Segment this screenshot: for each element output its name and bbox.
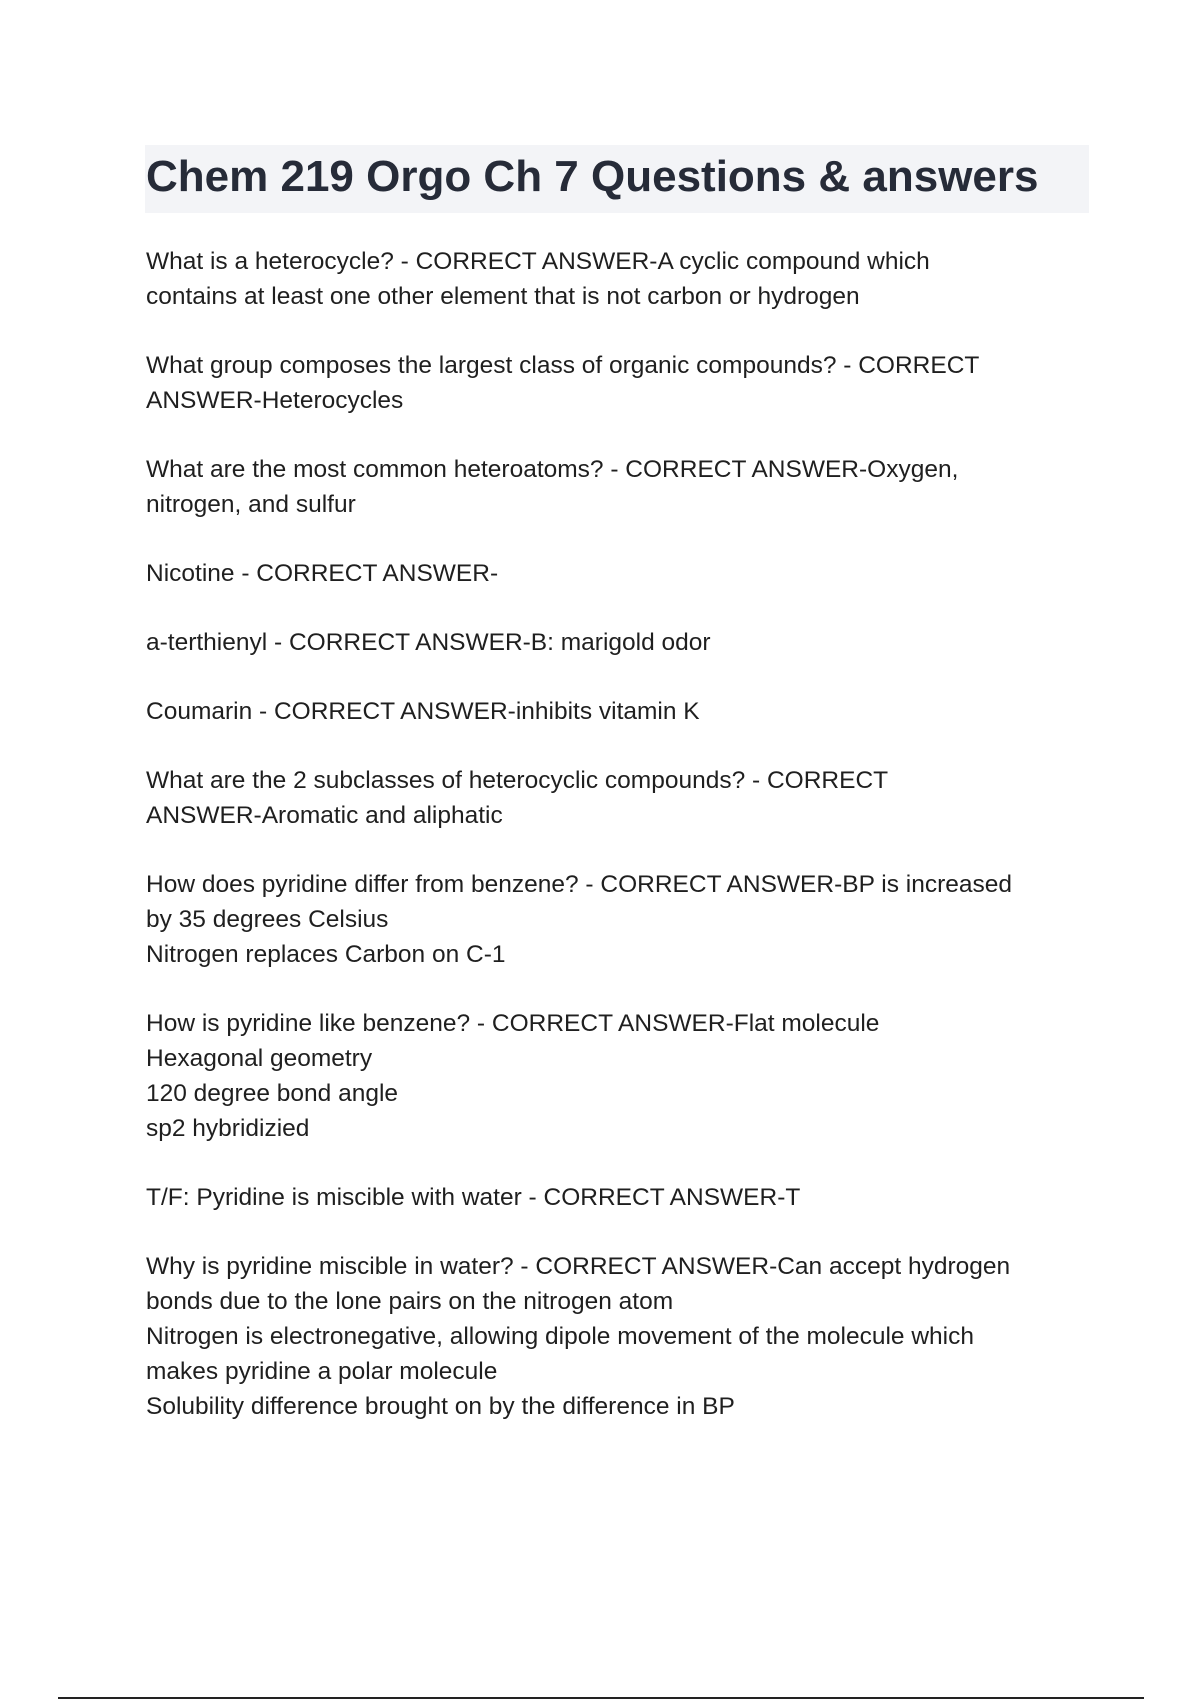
- qa-question: Coumarin - CORRECT ANSWER-inhibits vitamin K: [146, 698, 700, 725]
- qa-question: How is pyridine like benzene? - CORRECT ANSWER-Flat molecule: [146, 1010, 880, 1037]
- qa-entry: [146, 452, 1086, 522]
- qa-answer-line: Hexagonal geometry: [146, 1045, 373, 1072]
- qa-answer-line: contains at least one other element that is not carbon or hydrogen: [146, 283, 860, 310]
- qa-question: How does pyridine differ from benzene? - CORRECT ANSWER-BP is increased: [146, 871, 1013, 898]
- qa-list: [146, 244, 1086, 1458]
- qa-entry: [146, 1180, 1086, 1215]
- qa-question: a-terthienyl - CORRECT ANSWER-B: marigold odor: [146, 629, 711, 656]
- qa-entry: [146, 867, 1086, 972]
- qa-answer-line: Solubility difference brought on by the difference in BP: [146, 1393, 735, 1420]
- qa-answer-line: Nitrogen replaces Carbon on C-1: [146, 941, 506, 968]
- qa-answer-line: 120 degree bond angle: [146, 1080, 399, 1107]
- qa-entry: [146, 1006, 1086, 1146]
- qa-entry: [146, 694, 1086, 729]
- qa-entry: [146, 763, 1086, 833]
- qa-answer-line: Nitrogen is electronegative, allowing dipole movement of the molecule which: [146, 1323, 974, 1350]
- qa-question: Nicotine - CORRECT ANSWER-: [146, 560, 499, 587]
- qa-answer-line: by 35 degrees Celsius: [146, 906, 389, 933]
- qa-question: What group composes the largest class of organic compounds? - CORRECT: [146, 352, 980, 379]
- qa-question: What is a heterocycle? - CORRECT ANSWER-A cyclic compound which: [146, 248, 930, 275]
- qa-question: What are the most common heteroatoms? - CORRECT ANSWER-Oxygen,: [146, 456, 959, 483]
- footer-divider: [58, 1697, 1144, 1699]
- qa-question: T/F: Pyridine is miscible with water - CORRECT ANSWER-T: [146, 1184, 801, 1211]
- qa-entry: [146, 1249, 1086, 1424]
- qa-entry: [146, 244, 1086, 314]
- qa-answer-line: makes pyridine a polar molecule: [146, 1358, 498, 1385]
- document-title: Chem 219 Orgo Ch 7 Questions & answers: [146, 152, 1039, 201]
- qa-entry: [146, 625, 1086, 660]
- qa-answer-line: nitrogen, and sulfur: [146, 491, 356, 518]
- qa-question: What are the 2 subclasses of heterocyclic compounds? - CORRECT: [146, 767, 889, 794]
- qa-entry: [146, 348, 1086, 418]
- qa-answer-line: sp2 hybridizied: [146, 1115, 310, 1142]
- qa-answer-line: ANSWER-Heterocycles: [146, 387, 404, 414]
- qa-entry: [146, 556, 1086, 591]
- qa-question: Why is pyridine miscible in water? - CORRECT ANSWER-Can accept hydrogen: [146, 1253, 1011, 1280]
- qa-answer-line: bonds due to the lone pairs on the nitrogen atom: [146, 1288, 674, 1315]
- qa-answer-line: ANSWER-Aromatic and aliphatic: [146, 802, 503, 829]
